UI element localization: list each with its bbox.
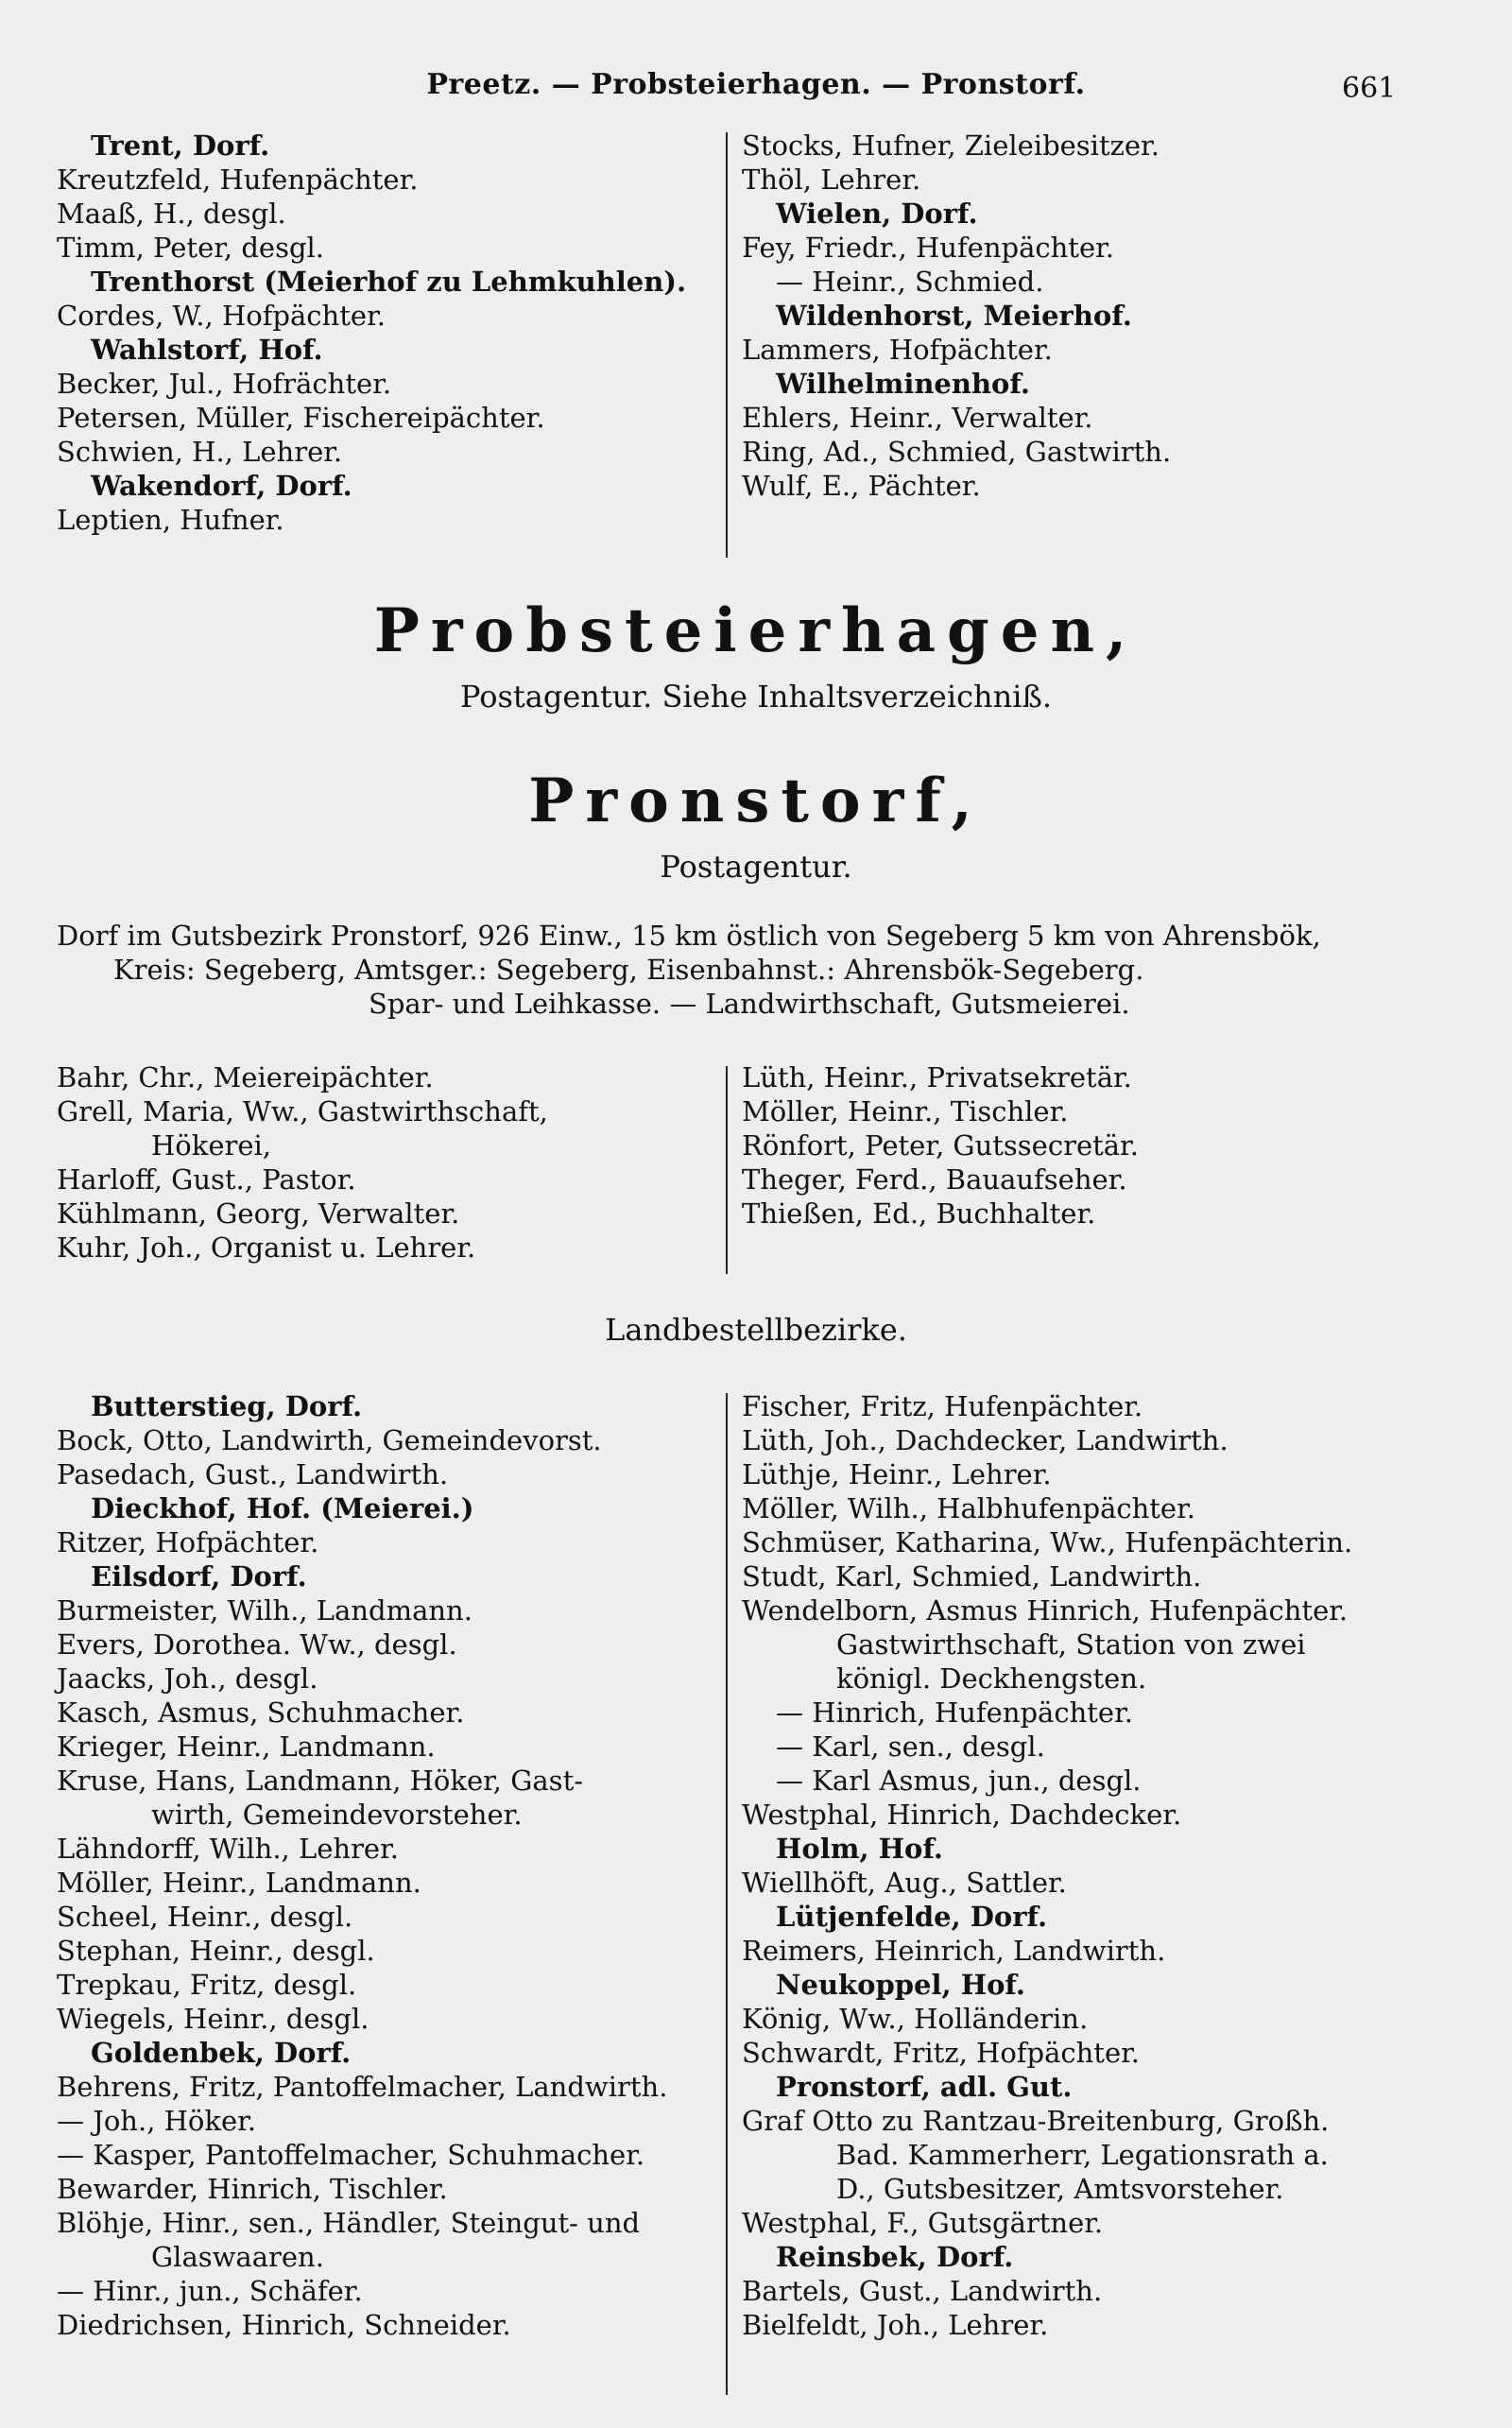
directory-entry: Westphal, Hinrich, Dachdecker. (742, 1799, 1182, 1831)
directory-entry: Westphal, F., Gutsgärtner. (742, 2207, 1104, 2239)
directory-entry: Ehlers, Heinr., Verwalter. (742, 402, 1093, 434)
directory-entry: Wulf, E., Pächter. (742, 470, 981, 502)
intro-line: Dorf im Gutsbezirk Pronstorf, 926 Einw., 15 km östlich von Segeberg 5 km von Ahrensbök, (57, 920, 1321, 952)
directory-entry: Glaswaaren. (151, 2241, 324, 2273)
directory-entry: königl. Deckhengsten. (836, 1662, 1147, 1695)
directory-entry: Kruse, Hans, Landmann, Höker, Gast- (57, 1765, 584, 1797)
directory-entry: — Hinr., jun., Schäfer. (57, 2275, 363, 2307)
directory-entry: Wendelborn, Asmus Hinrich, Hufenpächter. (742, 1594, 1349, 1627)
directory-entry: Wiellhöft, Aug., Sattler. (742, 1867, 1067, 1899)
place-heading: Lütjenfelde, Dorf. (776, 1901, 1048, 1933)
directory-entry: wirth, Gemeindevorsteher. (151, 1799, 523, 1831)
column-divider (726, 1066, 728, 1274)
directory-entry: Scheel, Heinr., desgl. (57, 1901, 353, 1933)
directory-entry: — Hinrich, Hufenpächter. (776, 1696, 1133, 1729)
directory-entry: Lüth, Heinr., Privatsekretär. (742, 1061, 1132, 1093)
intro-line: Spar- und Leihkasse. — Landwirthschaft, Gutsmeierei. (369, 988, 1130, 1020)
directory-entry: — Kasper, Pantoffelmacher, Schuhmacher. (57, 2139, 645, 2171)
directory-entry: König, Ww., Holländerin. (742, 2003, 1089, 2035)
section-subtitle-probsteierhagen: Postagentur. Siehe Inhaltsverzeichniß. (459, 679, 1052, 715)
directory-entry: Wiegels, Heinr., desgl. (57, 2003, 369, 2035)
directory-entry: Fey, Friedr., Hufenpächter. (742, 232, 1115, 264)
place-heading: Wilhelminenhof. (776, 368, 1030, 400)
directory-entry: Bielfeldt, Joh., Lehrer. (742, 2309, 1049, 2341)
directory-entry: Reimers, Heinrich, Landwirth. (742, 1935, 1166, 1967)
place-heading: Wielen, Dorf. (776, 198, 978, 230)
directory-entry: Gastwirthschaft, Station von zwei (836, 1628, 1306, 1661)
place-heading: Trenthorst (Meierhof zu Lehmkuhlen). (91, 266, 687, 298)
pronstorf-intro (57, 919, 1399, 1021)
directory-entry: Kasch, Asmus, Schuhmacher. (57, 1696, 465, 1729)
land-right-column (742, 1389, 1422, 2342)
directory-entry: Trepkau, Fritz, desgl. (57, 1969, 357, 2001)
place-heading: Pronstorf, adl. Gut. (776, 2071, 1073, 2103)
place-heading: Goldenbek, Dorf. (91, 2037, 352, 2069)
directory-entry: Bartels, Gust., Landwirth. (742, 2275, 1103, 2307)
place-heading: Butterstieg, Dorf. (91, 1390, 363, 1422)
directory-entry: Thießen, Ed., Buchhalter. (742, 1197, 1096, 1230)
directory-entry: Ring, Ad., Schmied, Gastwirth. (742, 436, 1172, 468)
directory-entry: Bad. Kammerherr, Legationsrath a. (836, 2139, 1329, 2171)
land-districts-heading: Landbestellbezirke. (605, 1312, 907, 1348)
directory-entry: Harloff, Gust., Pastor. (57, 1163, 356, 1196)
directory-entry: Maaß, H., desgl. (57, 198, 286, 230)
directory-entry: Bewarder, Hinrich, Tischler. (57, 2173, 448, 2205)
section-subtitle-pronstorf: Postagentur. (660, 849, 852, 885)
place-heading: Eilsdorf, Dorf. (91, 1560, 307, 1593)
directory-entry: Kuhr, Joh., Organist u. Lehrer. (57, 1231, 476, 1264)
page-number: 661 (1342, 72, 1397, 105)
column-divider (726, 1393, 728, 2395)
directory-entry: Ritzer, Hofpächter. (57, 1526, 319, 1558)
directory-entry: Bock, Otto, Landwirth, Gemeindevorst. (57, 1424, 602, 1456)
directory-entry: Behrens, Fritz, Pantoffelmacher, Landwirth. (57, 2071, 668, 2103)
directory-entry: — Joh., Höker. (57, 2105, 257, 2137)
directory-entry: Thöl, Lehrer. (742, 164, 921, 196)
directory-entry: Petersen, Müller, Fischereipächter. (57, 402, 545, 434)
directory-entry: Graf Otto zu Rantzau-Breitenburg, Großh. (742, 2105, 1330, 2137)
land-left-column (57, 1389, 718, 2342)
directory-entry: Timm, Peter, desgl. (57, 232, 325, 264)
directory-entry: Leptien, Hufner. (57, 504, 284, 536)
directory-entry: Möller, Heinr., Landmann. (57, 1867, 421, 1899)
column-divider (726, 132, 728, 558)
running-head: Preetz. — Probsteierhagen. — Pronstorf. (426, 68, 1086, 101)
directory-entry: Diedrichsen, Hinrich, Schneider. (57, 2309, 511, 2341)
directory-entry: Stocks, Hufner, Zieleibesitzer. (742, 129, 1160, 162)
directory-entry: Evers, Dorothea. Ww., desgl. (57, 1628, 457, 1661)
place-heading: Wildenhorst, Meierhof. (776, 300, 1132, 332)
directory-entry: — Karl Asmus, jun., desgl. (776, 1765, 1142, 1797)
directory-entry: Blöhje, Hinr., sen., Händler, Steingut- und (57, 2207, 641, 2239)
top-left-column (57, 129, 718, 537)
directory-entry: Kühlmann, Georg, Verwalter. (57, 1197, 460, 1230)
directory-entry: Lähndorff, Wilh., Lehrer. (57, 1833, 399, 1865)
directory-entry: Grell, Maria, Ww., Gastwirthschaft, (57, 1095, 548, 1128)
directory-entry: Cordes, W., Hofpächter. (57, 300, 386, 332)
directory-entry: Lüth, Joh., Dachdecker, Landwirth. (742, 1424, 1228, 1456)
directory-entry: Lüthje, Heinr., Lehrer. (742, 1458, 1052, 1490)
directory-entry: Schmüser, Katharina, Ww., Hufenpächterin. (742, 1526, 1353, 1558)
directory-entry: D., Gutsbesitzer, Amtsvorsteher. (836, 2173, 1284, 2205)
directory-entry: Stephan, Heinr., desgl. (57, 1935, 375, 1967)
directory-entry: Kreutzfeld, Hufenpächter. (57, 164, 419, 196)
residents-left-column (57, 1060, 718, 1265)
directory-entry: Möller, Heinr., Tischler. (742, 1095, 1069, 1128)
directory-entry: Studt, Karl, Schmied, Landwirth. (742, 1560, 1202, 1593)
directory-entry: Krieger, Heinr., Landmann. (57, 1731, 436, 1763)
place-heading: Neukoppel, Hof. (776, 1969, 1025, 2001)
residents-right-column (742, 1060, 1422, 1231)
top-right-column (742, 129, 1422, 503)
directory-entry: Becker, Jul., Hofrächter. (57, 368, 392, 400)
directory-entry: Bahr, Chr., Meiereipächter. (57, 1061, 434, 1093)
directory-entry: Fischer, Fritz, Hufenpächter. (742, 1390, 1143, 1422)
place-heading: Trent, Dorf. (91, 129, 270, 162)
directory-entry: Burmeister, Wilh., Landmann. (57, 1594, 472, 1627)
directory-entry: Lammers, Hofpächter. (742, 334, 1053, 366)
place-heading: Dieckhof, Hof. (Meierei.) (91, 1492, 474, 1524)
section-title-probsteierhagen: Probsteierhagen, (373, 595, 1139, 666)
place-heading: Wahlstorf, Hof. (91, 334, 323, 366)
directory-entry: Hökerei, (151, 1129, 272, 1162)
directory-entry: Jaacks, Joh., desgl. (57, 1662, 318, 1695)
directory-entry: Theger, Ferd., Bauaufseher. (742, 1163, 1127, 1196)
directory-entry: — Karl, sen., desgl. (776, 1731, 1045, 1763)
directory-entry: Rönfort, Peter, Gutssecretär. (742, 1129, 1139, 1162)
directory-entry: Möller, Wilh., Halbhufenpächter. (742, 1492, 1195, 1524)
directory-entry: Schwardt, Fritz, Hofpächter. (742, 2037, 1141, 2069)
directory-entry: — Heinr., Schmied. (776, 266, 1044, 298)
directory-entry: Schwien, H., Lehrer. (57, 436, 343, 468)
place-heading: Wakendorf, Dorf. (91, 470, 352, 502)
intro-line: Kreis: Segeberg, Amtsger.: Segeberg, Eisenbahnst.: Ahrensbök-Segeberg. (113, 954, 1144, 986)
place-heading: Holm, Hof. (776, 1833, 943, 1865)
place-heading: Reinsbek, Dorf. (776, 2241, 1014, 2273)
directory-entry: Pasedach, Gust., Landwirth. (57, 1458, 449, 1490)
section-title-pronstorf: Pronstorf, (528, 766, 984, 836)
